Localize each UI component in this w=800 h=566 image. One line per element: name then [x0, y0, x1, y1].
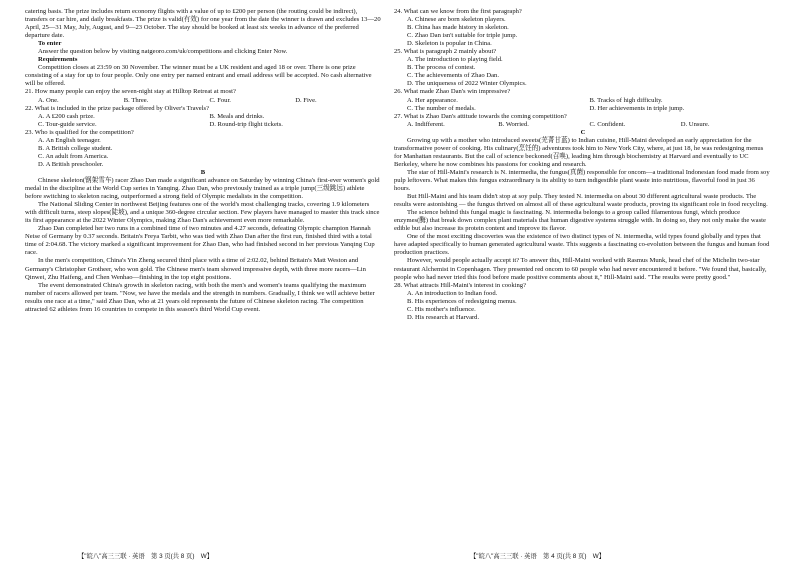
- option: A. The introduction to playing field.: [407, 56, 503, 64]
- option: B. His experiences of redesigning menus.: [407, 297, 517, 305]
- passage-b-paragraph: The event demonstrated China's growth in skeleton racing, with both the men's and women's teams qualifying the maximum number of racers allowed per team. "Now, we have the medals and the strength in numbers. Gradually, I think we will achieve better results one race at a time," said Zhao Dan, who at 21 years old represents the future of Chinese skeleton racing. The competition attracted 62 athletes from 16 countries to compete in this season's third World Cup event.: [25, 281, 375, 313]
- option: D. Unsure.: [680, 120, 710, 128]
- option: A. Her appearance.: [407, 96, 458, 104]
- intro-paragraph: catering basis. The prize includes return economy flights with a value of up to ₤200 per person (the routing could be indirect), transfers or car hire, and daily breakfasts. The prize is valid(有效) for one year from the date the winner is drawn and excludes 13—20 April, 25—31 May, July, August, and 9—23 October. The stay should be booked at least six weeks in advance of the preferred departure date.: [25, 8, 381, 40]
- option: D. Five.: [295, 96, 317, 104]
- option: C. The number of medals.: [407, 104, 476, 112]
- option: A. Indifferent.: [407, 120, 445, 128]
- option: A. An English teenager.: [38, 136, 101, 144]
- question-27-options: [394, 121, 772, 129]
- passage-c-paragraph: One of the most exciting discoveries was the existence of two distinct types of N. intermedia, wild types found globally and types that have adapted specifically to human generated agricultural waste. This suggests a fascinating co-evolution between the fungus and human food production practices.: [394, 233, 770, 257]
- question-26-options: [394, 97, 772, 113]
- option: D. Round-trip flight tickets.: [209, 120, 283, 128]
- option: B. Three.: [123, 96, 149, 104]
- option: B. China has made history in skeleton.: [407, 24, 509, 32]
- right-column: [394, 8, 772, 322]
- requirements-heading: Requirements: [38, 56, 78, 64]
- question-22-stem: 22. What is included in the prize package offered by Oliver's Travels?: [25, 104, 210, 112]
- passage-b-paragraph: The National Sliding Center in northwest Beijing features one of the world's most challenging tracks, covering 1.9 kilometers with difficult turns, steep slopes(陡坡), and a unique 360-degree circular section. Few players have managed to master this track since its first appearance at the 2022 Winter Olympics, making Zhao Dan's achievement even more remarkable.: [25, 201, 380, 225]
- question-23-stem: 23. Who is qualified for the competition?: [25, 128, 134, 136]
- section-c-heading: C: [580, 128, 586, 136]
- option: C. Confident.: [589, 120, 626, 128]
- section-b-heading: B: [200, 168, 206, 176]
- question-23-options: [25, 137, 381, 169]
- passage-b-paragraph: Zhao Dan completed her two runs in a combined time of two minutes and 4.27 seconds, defeating Olympic champion Hannah Neise of Germany by 0.37 seconds. Britain's Freya Tarbit, who was tied with Zhao Dan after the first run, finished third with a total time of 2:04.68. The victory marked a significant improvement for Zhao Dan, who had finished second in her previous Yanqing Cup race.: [25, 225, 375, 257]
- option: C. Tour-guide service.: [38, 120, 97, 128]
- question-27-stem: 27. What is Zhao Dan's attitude towards the coming competition?: [394, 112, 567, 120]
- passage-c-paragraph: The science behind this fungal magic is fascinating. N. intermedia belongs to a group called filamentous fungi, which produce enzymes(酶) that break down complex plant materials that human digestive systems struggle with. In doing so, they not only make the waste edible but also increase its protein content and improve its flavor.: [394, 209, 766, 233]
- option: C. Four.: [209, 96, 231, 104]
- question-28-stem: 28. What attracts Hill-Maini's interest in cooking?: [394, 281, 526, 289]
- page-footer-right: 【"皖八"高三三联 · 英语 第 4 页(共 8 页) W】: [470, 553, 605, 560]
- option: A. An introduction to Indian food.: [407, 289, 498, 297]
- passage-c-paragraph: Growing up with a mother who introduced sweets(芜菁甘蓝) to Indian cuisine, Hill-Maini developed an early appreciation for the transformative power of cooking. His culinary(烹饪的) adventures took him to New York City, where, at just 18, he was redesigning menus for Manhattan restaurants. But the call of science beckoned(召唤), leading him through biochemistry at Harvard and eventually to UC Berkeley, where he now combines his passions for cooking and research.: [394, 136, 764, 168]
- question-21-stem: 21. How many people can enjoy the seven-night stay at Hilltop Retreat at most?: [25, 88, 236, 96]
- option: C. The achievements of Zhao Dan.: [407, 72, 499, 80]
- option: D. Skeleton is popular in China.: [407, 40, 492, 48]
- passage-c-paragraph: However, would people actually accept it? To answer this, Hill-Maini worked with Rasmus Munk, head chef of the Michelin two-star restaurant Alchemist in Copenhagen. They presented red oncom to 60 people who had never encountered it before. "We found that, basically, people who had never tried this food before made positive comments about it," Hill-Maini said. "The results were pretty good.": [394, 257, 767, 281]
- question-26-stem: 26. What made Zhao Dan's win impressive?: [394, 88, 511, 96]
- option: C. His mother's influence.: [407, 305, 476, 313]
- option: A. A ₤200 cash prize.: [38, 112, 95, 120]
- option: B. Meals and drinks.: [209, 112, 265, 120]
- option: D. The uniqueness of 2022 Winter Olympics.: [407, 80, 527, 88]
- option: C. Zhao Dan isn't suitable for triple jump.: [407, 32, 518, 40]
- option: B. A British college student.: [38, 144, 113, 152]
- option: B. Tracks of high difficulty.: [589, 96, 663, 104]
- option: D. A British preschooler.: [38, 160, 104, 168]
- question-28-options: [394, 290, 772, 322]
- to-enter-heading: To enter: [38, 40, 62, 48]
- to-enter-text: Answer the question below by visiting natgeoro.com/uk/competitions and clicking Enter Now.: [38, 48, 288, 56]
- option: D. His research at Harvard.: [407, 313, 480, 321]
- question-22-options: [25, 113, 381, 129]
- question-24-options: [394, 16, 772, 48]
- left-column: [25, 8, 381, 314]
- option: D. Her achievements in triple jump.: [589, 104, 685, 112]
- option: B. Worried.: [498, 120, 529, 128]
- option: B. The process of contest.: [407, 64, 476, 72]
- question-24-stem: 24. What can we know from the first paragraph?: [394, 8, 522, 15]
- passage-b-paragraph: Chinese skeleton(钢架雪车) racer Zhao Dan made a significant advance on Saturday by winning China's first-ever women's gold medal in the discipline at the World Cup series in Yanqing. Zhao Dan, who previously trained as a triple jump(三级跳远) athlete before switching to skeleton racing, outperformed a strong field of Olympic medalists in the competition.: [25, 176, 380, 201]
- option: A. Chinese are born skeleton players.: [407, 16, 506, 24]
- passage-b-paragraph: In the men's competition, China's Yin Zheng secured third place with a time of 2:02.02, behind Britain's Matt Weston and Germany's Christopher Grotheer, who won gold. The Chinese men's team showed impressive depth, with three more racers—Lin Qinwei, Zhu Haifeng, and Chen Wenhao—finishing in the top eight positions.: [25, 257, 366, 281]
- passage-c-paragraph: But Hill-Maini and his team didn't stop at soy pulp. They tested N. intermedia on about 30 different agricultural waste products. The results were astonishing — the fungus thrived on almost all of these agricultural waste products, proving its significant role in food recycling.: [394, 193, 768, 209]
- question-25-stem: 25. What is paragraph 2 mainly about?: [394, 48, 497, 56]
- option: C. An adult from America.: [38, 152, 109, 160]
- question-21-options: [25, 97, 381, 105]
- option: A. One.: [38, 96, 59, 104]
- requirements-text: Competition closes at 23:59 on 30 November. The winner must be a UK resident and aged 18 or over. There is one prize consisting of a stay for up to four people. Only one entry per named entrant and email address will be accepted. No cash alternative will be offered.: [25, 64, 372, 88]
- question-25-options: [394, 56, 772, 88]
- passage-c-paragraph: The star of Hill-Maini's research is N. intermedia, the fungus(真菌) responsible for oncom—a traditional Indonesian food made from soy pulp leftovers. What makes this fungus extraordinary is its ability to turn indigestible plant waste into nutritious, flavorful food in just 36 hours.: [394, 168, 770, 193]
- page-footer-left: 【"皖八"高三三联 · 英语 第 3 页(共 8 页) W】: [78, 553, 213, 560]
